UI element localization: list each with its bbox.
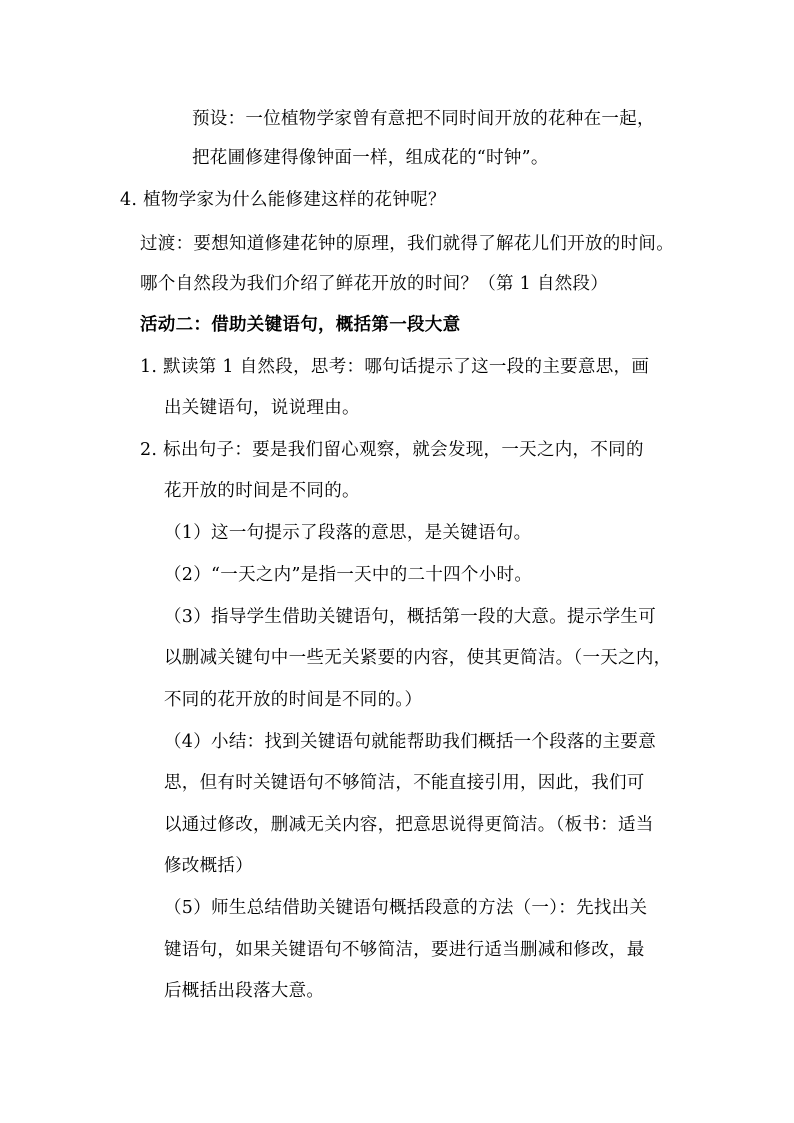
sub-item-2: （2）“一天之内”是指一天中的二十四个小时。 — [164, 565, 533, 585]
question-4: 4. 植物学家为什么能修建这样的花钟呢？ — [120, 190, 446, 210]
sub-item-5-line-2: 键语句，如果关键语句不够简洁，要进行适当删减和修改，最 — [164, 940, 645, 960]
sub-item-1: （1）这一句提示了段落的意思，是关键语句。 — [164, 523, 532, 543]
sub-item-3-line-2: 以删减关键句中一些无关紧要的内容，使其更简洁。（一天之内， — [164, 648, 672, 668]
sub-item-5-line-3: 后概括出段落大意。 — [164, 981, 325, 1001]
sub-item-4-line-1: （4）小结：找到关键语句就能帮助我们概括一个段落的主要意 — [164, 732, 657, 752]
presupposition-line-1: 预设：一位植物学家曾有意把不同时间开放的花种在一起， — [192, 109, 655, 129]
step-1-line-1: 1. 默读第 1 自然段，思考：哪句话提示了这一段的主要意思，画 — [140, 357, 650, 377]
step-2-line-2: 花开放的时间是不同的。 — [164, 481, 360, 501]
step-2-line-1: 2. 标出句子：要是我们留心观察，就会发现，一天之内，不同的 — [140, 440, 644, 460]
step-1-line-2: 出关键语句，说说理由。 — [164, 398, 360, 418]
sub-item-4-line-2: 思，但有时关键语句不够简洁，不能直接引用，因此，我们可 — [164, 773, 645, 793]
sub-item-3-line-1: （3）指导学生借助关键语句，概括第一段的大意。提示学生可 — [164, 607, 657, 627]
presupposition-line-2: 把花圃修建得像钟面一样，组成花的“时钟”。 — [192, 148, 549, 168]
transition-line-2: 哪个自然段为我们介绍了鲜花开放的时间？（第 1 自然段） — [140, 274, 609, 294]
sub-item-3-line-3: 不同的花开放的时间是不同的。） — [164, 690, 423, 710]
activity-two-heading: 活动二：借助关键语句，概括第一段大意 — [140, 315, 461, 335]
sub-item-5-line-1: （5）师生总结借助关键语句概括段意的方法（一）：先找出关 — [164, 898, 648, 918]
transition-line-1: 过渡：要想知道修建花钟的原理，我们就得了解花儿们开放的时间。 — [140, 234, 674, 254]
sub-item-4-line-4: 修改概括） — [164, 856, 253, 876]
sub-item-4-line-3: 以通过修改，删减无关内容，把意思说得更简洁。（板书：适当 — [164, 815, 654, 835]
